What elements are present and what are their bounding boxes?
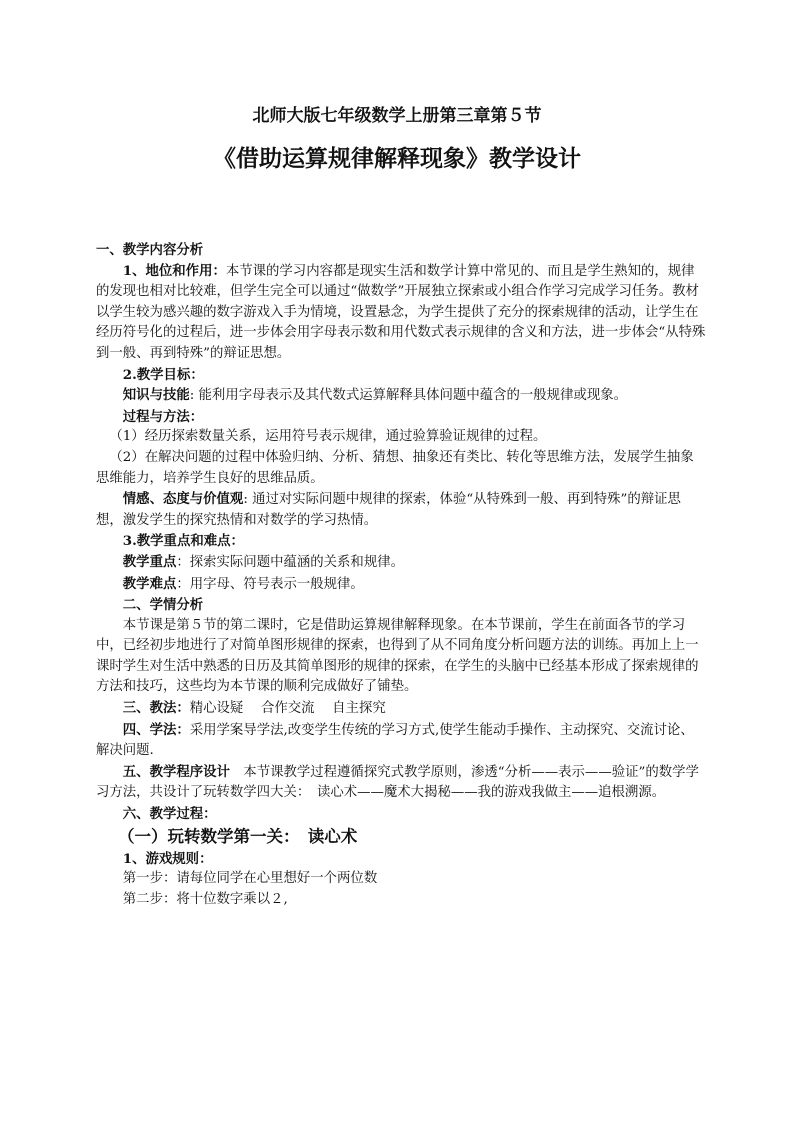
label-position-role: 1、地位和作用： — [122, 262, 226, 279]
label-difficult-point: 教学难点 — [122, 575, 177, 592]
text-teaching-method: 精心设疑 合作交流 自主探究 — [189, 701, 386, 717]
heading-teaching-goals: 2.教学目标： — [122, 366, 204, 383]
text-knowledge-skills: : 能利用字母表示及其代数式运算解释具体问题中蕴含的一般规律或现象。 — [189, 388, 628, 404]
text-key-point: ：探索实际问题中蕴涵的关系和规律。 — [176, 554, 404, 570]
text-emotion-values: : 通过对实际问题中规律的探索，体验“从特殊到一般、再到特殊”的辩证思想，激发学生的探究热情和对数学的学习热情。 — [96, 492, 681, 528]
label-learning-method: 四、学法： — [122, 721, 190, 738]
label-key-point: 教学重点 — [122, 553, 177, 570]
paragraph-program-design — [96, 762, 706, 804]
label-program-design: 五、教学程序设计 — [122, 763, 230, 780]
document-subtitle: 北师大版七年级数学上册第三章第５节 — [252, 106, 542, 126]
paragraph-emotion-values — [96, 489, 706, 531]
paragraph-step-2: 第二步：将十位数字乘以２, — [122, 891, 288, 907]
heading-game-rules: 1、游戏规则： — [122, 850, 213, 867]
paragraph-position-role — [96, 261, 706, 365]
section-heading-content-analysis: 一、教学内容分析 — [96, 242, 204, 258]
paragraph-teaching-method — [96, 698, 706, 720]
document-title: 《借助运算规律解释现象》教学设计 — [213, 145, 581, 172]
text-program-design: 本节课教学过程遵循探究式教学原则，渗透“分析——表示——验证”的数学学习方法，共设计了玩转数学四大关： 读心术——魔术大揭秘——我的游戏我做主——追根溯源。 — [96, 764, 699, 801]
paragraph-knowledge-skills — [96, 385, 706, 407]
heading-key-difficult: 3.教学重点和难点： — [122, 533, 244, 550]
section-heading-student-analysis: 二、学情分析 — [122, 597, 204, 614]
paragraph-student-analysis: 本节课是第５节的第二课时，它是借助运算规律解释现象。在本节课前，学生在前面各节的学习中，已经初步地进行了对简单图形规律的探索，也得到了从不同角度分析问题方法的训练。再加上上一课时学生对生活中熟悉的日历及其简单图形的规律的探索，在学生的头脑中已经基本形成了探索规律的方法和技巧，这些均为本节课的顺利完成做好了铺垫。 — [96, 617, 699, 695]
document-body — [96, 240, 706, 910]
text-difficult-point: ：用字母、符号表示一般规律。 — [176, 576, 364, 592]
section-heading-teaching-process: 六、教学过程： — [122, 806, 217, 823]
label-knowledge-skills: 知识与技能 — [122, 387, 190, 404]
text-learning-method: 采用学案导学法,改变学生传统的学习方式,使学生能动手操作、主动探究、交流讨论、解决问题. — [96, 722, 694, 759]
heading-level-one: （一）玩转数学第一关： 读心术 — [118, 826, 358, 846]
paragraph-learning-method — [96, 720, 706, 762]
label-teaching-method: 三、教法： — [122, 700, 190, 717]
paragraph-difficult-point — [96, 574, 706, 596]
heading-process-methods: 过程与方法： — [122, 408, 204, 425]
text-position-role: 本节课的学习内容都是现实生活和数学计算中常见的、而且是学生熟知的，规律的发现也相对比较难，但学生完全可以通过“做数学”开展独立探索或小组合作学习完成学习任务。教材以学生较为感兴趣的数字游戏入手为情境，设置悬念，为学生提供了充分的探索规律的活动，让学生在经历符号化的过程后，进一步体会用字母表示数和用代数式表示规律的含义和方法，进一步体会“从特殊到一般、再到特殊”的辩证思想。 — [96, 263, 706, 361]
paragraph-key-point — [96, 552, 706, 574]
paragraph-step-1: 第一步：请每位同学在心里想好一个两位数 — [122, 871, 378, 887]
label-emotion-values: 情感、态度与价值观 — [122, 491, 244, 508]
paragraph-process-1: （1）经历探索数量关系，运用符号表示规律，通过验算验证规律的过程。 — [109, 429, 547, 445]
paragraph-process-2: （2）在解决问题的过程中体验归纳、分析、猜想、抽象还有类比、转化等思维方法，发展学生抽象思维能力，培养学生良好的思维品质。 — [96, 449, 694, 486]
